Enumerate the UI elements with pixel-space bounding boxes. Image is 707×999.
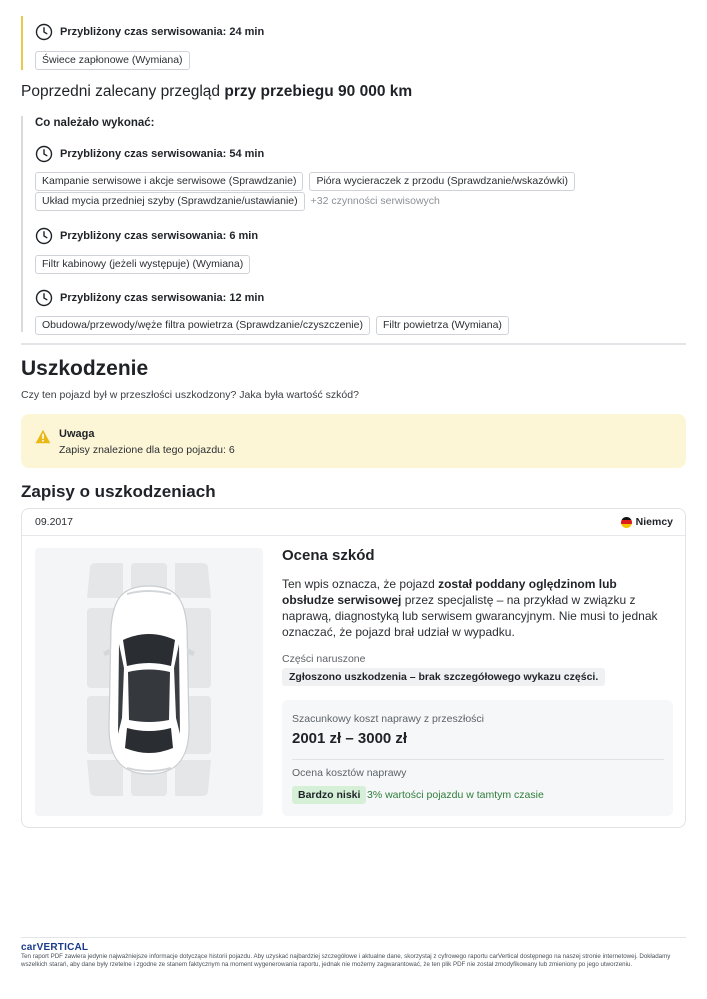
damage-title: Uszkodzenie	[21, 357, 149, 380]
cost-divider	[292, 759, 664, 760]
warning-title: Uwaga	[59, 428, 95, 440]
service-tag: Świece zapłonowe (Wymiana)	[35, 51, 190, 70]
card-header	[22, 509, 685, 536]
service-time-row	[35, 22, 264, 42]
service-block-top	[21, 16, 264, 70]
footer-divider	[21, 937, 686, 938]
clock-icon	[35, 289, 53, 307]
warning-text: Zapisy znalezione dla tego pojazdu: 6	[59, 444, 235, 456]
evaluation-text-part-1: Ten wpis oznacza, że pojazd	[282, 577, 439, 591]
more-tasks-count: +32 czynności serwisowych	[310, 195, 440, 207]
service-time-row	[35, 144, 575, 164]
service-time-row	[35, 288, 575, 308]
parts-label: Części naruszone	[282, 653, 366, 665]
service-time-label: Przybliżony czas serwisowania: 24 min	[60, 26, 265, 38]
service-tag: Pióra wycieraczek z przodu (Sprawdzanie/wskazówki)	[309, 172, 575, 191]
car-top-view-icon	[35, 548, 263, 816]
service-tag: Filtr kabinowy (jeżeli występuje) (Wymiana)	[35, 255, 250, 274]
damage-subtitle: Czy ten pojazd był w przeszłości uszkodzony? Jaka była wartość szkód?	[21, 389, 359, 401]
previous-service-prefix: Poprzedni zalecany przegląd	[21, 83, 221, 100]
record-country	[621, 516, 673, 528]
evaluation-text	[282, 576, 672, 640]
service-time-row	[35, 226, 575, 246]
service-time-label: Przybliżony czas serwisowania: 54 min	[60, 148, 265, 160]
cost-rating-badge: Bardzo niski	[292, 786, 366, 804]
records-title: Zapisy o uszkodzeniach	[21, 482, 216, 501]
warning-icon	[35, 429, 51, 444]
previous-service-title	[21, 83, 412, 101]
cost-rating-label: Ocena kosztów naprawy	[292, 767, 407, 779]
service-todo-block	[21, 116, 575, 332]
evaluation-text-bold: został poddany oględzinom lub obsłudze serwisowej	[282, 577, 617, 607]
clock-icon	[35, 23, 53, 41]
service-tag: Filtr powietrza (Wymiana)	[376, 316, 509, 335]
cost-rating-text: 3% wartości pojazdu w tamtym czasie	[367, 789, 544, 801]
carvertical-logo: carVERTICAL	[21, 942, 89, 953]
service-tag: Kampanie serwisowe i akcje serwisowe (Sprawdzanie)	[35, 172, 303, 191]
service-tag: Układ mycia przedniej szyby (Sprawdzanie/ustawianie)	[35, 192, 305, 211]
cost-label: Szacunkowy koszt naprawy z przeszłości	[292, 713, 484, 725]
warning-banner	[21, 414, 686, 468]
todo-label: Co należało wykonać:	[35, 117, 155, 129]
clock-icon	[35, 145, 53, 163]
car-damage-diagram	[35, 548, 263, 816]
service-time-label: Przybliżony czas serwisowania: 6 min	[60, 230, 259, 242]
evaluation-title: Ocena szkód	[282, 547, 375, 564]
footer-disclaimer: Ten raport PDF zawiera jedynie najważniejsze informacje dotyczące historii pojazdu. Aby uzyskać najbardziej szczegółowe i aktualne dane, skorzystaj z cyfrowego raportu carVertical dostępnego na naszej stronie internetowej. Dokładamy wszelkich starań, aby dane były rzetelne i zgodne ze stanem faktycznym na moment wygenerowania raportu, jednak nie możemy zagwarantować, że ten plik PDF nie został zmodyfikowany lub zmieniony po jego utworzeniu.	[21, 953, 671, 968]
cost-box	[282, 700, 673, 816]
evaluation-text-part-2: przez specjalistę – na przykład w związku z naprawą, diagnostyką lub serwisem gwarancyjnym. Nie musi to jednak oznaczać, że pojazd brał udział w wypadku.	[282, 593, 658, 639]
service-time-label: Przybliżony czas serwisowania: 12 min	[60, 292, 265, 304]
section-divider	[21, 343, 686, 345]
damage-record-card	[21, 508, 686, 828]
record-country-label: Niemcy	[635, 516, 673, 528]
previous-service-mileage: przy przebiegu 90 000 km	[224, 83, 413, 100]
cost-value: 2001 zł – 3000 zł	[292, 730, 408, 747]
parts-value: Zgłoszono uszkodzenia – brak szczegółowego wykazu części.	[282, 668, 605, 686]
germany-flag-icon	[621, 517, 632, 528]
service-tag: Obudowa/przewody/węże filtra powietrza (Sprawdzanie/czyszczenie)	[35, 316, 370, 335]
clock-icon	[35, 227, 53, 245]
record-date: 09.2017	[35, 516, 73, 528]
